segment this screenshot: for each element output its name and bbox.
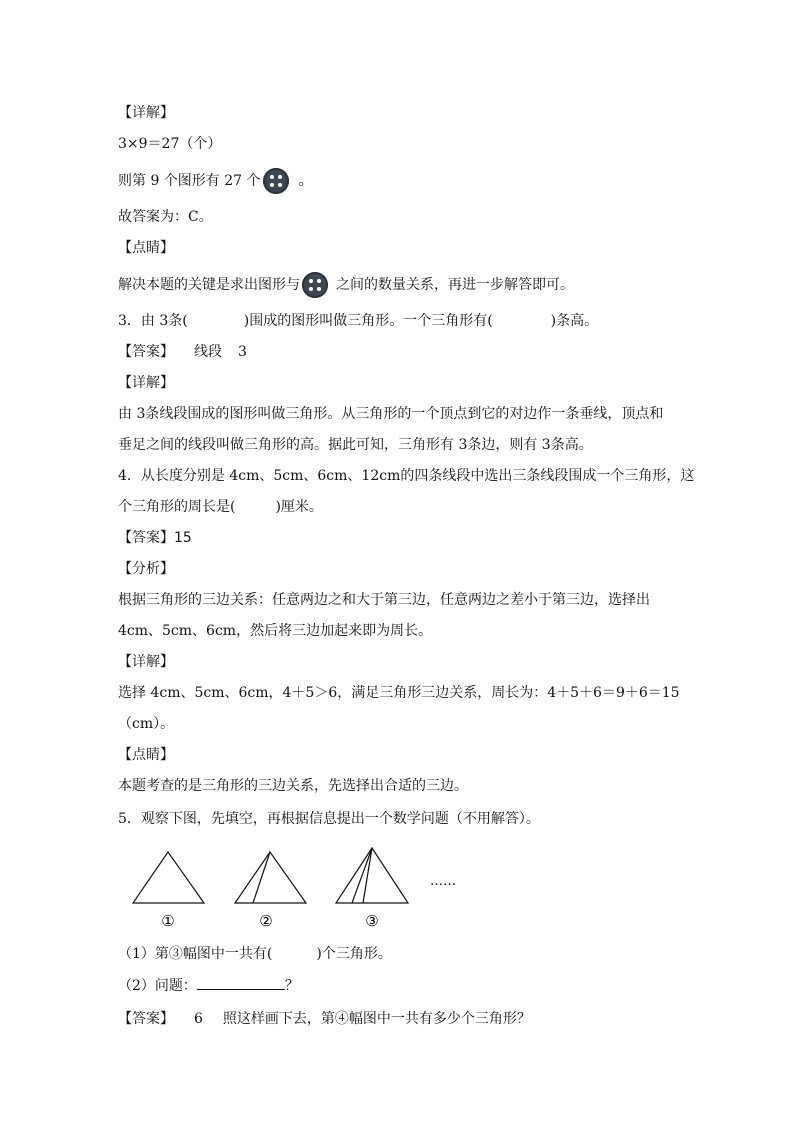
analysis-line: 4cm、5cm、6cm，然后将三边加起来即为周长。 <box>118 623 433 639</box>
button-icon <box>263 168 289 194</box>
answer-blank[interactable] <box>197 975 285 990</box>
answer-line: 故答案为：C。 <box>118 209 213 225</box>
triangle-3-inner-line <box>363 848 372 903</box>
answer-value-1: 线段 <box>194 344 222 360</box>
comment-text-a: 解决本题的关键是求出图形与 <box>118 277 300 293</box>
q3-text-a: 3．由 3条( <box>118 313 188 329</box>
result-line <box>118 168 313 194</box>
sub-question-1 <box>118 944 392 964</box>
detail-line: （cm）。 <box>118 716 175 732</box>
triangle-3-inner-line <box>352 848 372 903</box>
heading-comment: 【点睛】 <box>118 747 174 763</box>
answer-label: 【答案】 <box>118 344 174 360</box>
figure-ellipsis: …… <box>430 874 456 889</box>
q3-text-c: )条高。 <box>550 313 599 329</box>
answer-label: 【答案】15 <box>118 530 192 546</box>
heading-analysis: 【分析】 <box>118 561 174 577</box>
answer-3 <box>118 342 247 362</box>
answer-value-1: 6 <box>194 1011 203 1027</box>
button-icon <box>302 272 328 298</box>
detail-line: 垂足之间的线段叫做三角形的高。据此可知，三角形有 3条边，则有 3条高。 <box>118 437 593 453</box>
triangle-1 <box>133 852 204 903</box>
question-4: 4．从长度分别是 4cm、5cm、6cm、12cm的四条线段中选出三条线段围成一个三角形，这 <box>118 468 695 484</box>
question-3 <box>118 311 598 331</box>
comment-line: 本题考查的是三角形的三边关系，先选择出合适的三边。 <box>118 778 468 794</box>
sq1-text-a: （1）第③幅图中一共有( <box>118 946 273 962</box>
detail-line: 选择 4cm、5cm、6cm，4＋5＞6，满足三角形三边关系，周长为：4＋5＋6＝9＋6＝15 <box>118 685 680 701</box>
triangle-figures <box>120 845 480 935</box>
sq2-text-b: ？ <box>284 978 299 994</box>
heading-detail: 【详解】 <box>118 105 174 121</box>
sq1-text-b: )个三角形。 <box>316 946 392 962</box>
triangle-2-inner-line <box>253 852 270 903</box>
answer-4 <box>118 528 192 548</box>
answer-5 <box>118 1009 531 1029</box>
figure-label-1: ① <box>161 912 175 930</box>
q3-text-b: )围成的图形叫做三角形。一个三角形有( <box>243 313 493 329</box>
q4-text-a: 个三角形的周长是( <box>118 499 236 515</box>
heading-detail: 【详解】 <box>118 375 174 391</box>
question-5: 5．观察下图，先填空，再根据信息提出一个数学问题（不用解答）。 <box>118 811 540 827</box>
calc-line: 3×9＝27（个） <box>118 136 222 152</box>
answer-value-2: 照这样画下去，第④幅图中一共有多少个三角形？ <box>222 1011 531 1027</box>
detail-line: 由 3条线段围成的图形叫做三角形。从三角形的一个顶点到它的对边作一条垂线，顶点和 <box>118 406 664 422</box>
answer-label: 【答案】 <box>118 1011 174 1027</box>
figure-label-2: ② <box>259 912 273 930</box>
figure-label-3: ③ <box>365 912 379 930</box>
comment-line <box>118 272 574 298</box>
comment-text-b: 之间的数量关系，再进一步解答即可。 <box>336 277 574 293</box>
sub-question-2 <box>118 975 299 996</box>
analysis-line: 根据三角形的三边关系：任意两边之和大于第三边，任意两边之差小于第三边，选择出 <box>118 592 650 608</box>
triangle-2 <box>235 852 306 903</box>
sq2-text-a: （2）问题： <box>118 978 197 994</box>
question-4-cont <box>118 497 323 517</box>
q4-text-b: )厘米。 <box>275 499 323 515</box>
triangle-3 <box>336 848 408 903</box>
heading-comment: 【点睛】 <box>118 240 174 256</box>
result-text: 则第 9 个图形有 27 个 <box>118 173 261 189</box>
answer-value-2: 3 <box>238 344 247 360</box>
result-period: 。 <box>298 173 313 189</box>
heading-detail: 【详解】 <box>118 654 174 670</box>
